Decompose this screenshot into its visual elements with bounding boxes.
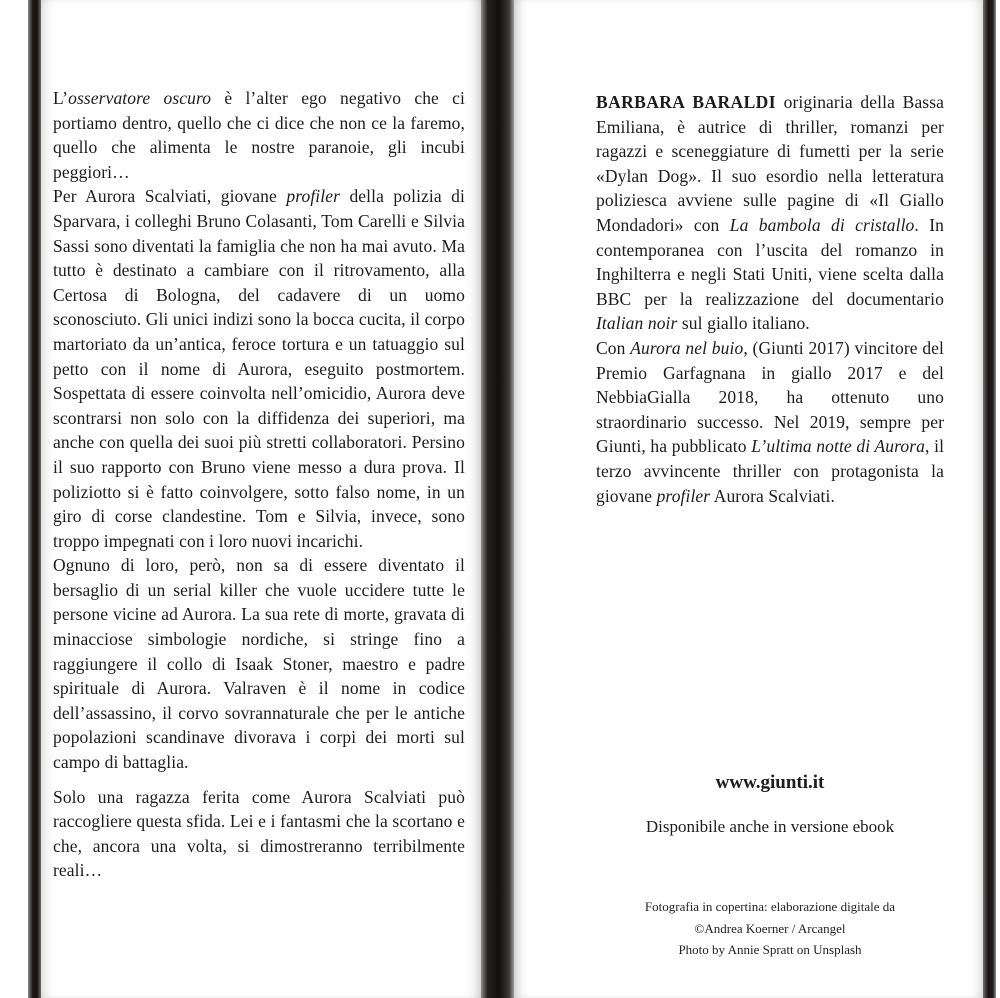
text-segment: BARBARA BARALDI (596, 92, 776, 112)
text-segment: Italian noir (596, 313, 678, 334)
publisher-website: www.giunti.it (715, 772, 825, 793)
author-bio-text (596, 90, 944, 508)
right-flap (514, 0, 983, 998)
text-segment: osservatore oscuro (68, 88, 212, 108)
paragraph (53, 785, 465, 883)
paragraph (53, 553, 465, 774)
right-fold-band (983, 0, 996, 998)
center-spine-band (481, 0, 514, 998)
credit-line: Photo by Annie Spratt on Unsplash (678, 942, 862, 957)
text-segment: , il terzo avvincente thriller con protagonista la giovane (596, 436, 945, 506)
left-flap-text (53, 86, 465, 883)
text-segment: originaria della Bassa Emiliana, è autrice di thriller, romanzi per ragazzi e sceneggiature di fumetti per la serie «Dylan Dog». Il suo esordio nella letteratura poliziesca avviene sulle pagine di «Il Giallo Mondadori» con (596, 92, 944, 235)
text-segment: L’ (53, 88, 69, 108)
text-segment: . In contemporanea con l’uscita del romanzo in Inghilterra e negli Stati Uniti, viene scelta dalla BBC per la realizzazione del documentario (596, 214, 945, 309)
paragraph (53, 184, 465, 553)
text-segment: sul giallo italiano. (677, 313, 810, 334)
text-segment: profiler (286, 186, 340, 207)
text-segment: della polizia di Sparvara, i colleghi Bruno Colasanti, Tom Carelli e Silvia Sassi sono diventati la famiglia che non ha mai avuto. Ma tutto è destinato a cambiare con il ritrovamento, alla Certosa di Bologna, del cadavere di un uomo sconosciuto. Gli unici indizi sono la bocca cucita, il corpo martoriato da un’antica, feroce tortura e un tatuaggio sul petto con il nome di Aurora, eseguito postmortem. Sospettata di essere coinvolta nell’omicidio, Aurora deve scontrarsi non solo con la diffidenza dei superiori, ma anche con quella dei suoi più stretti collaboratori. Persino il suo rapporto con Bruno viene messo a dura prova. Il poliziotto si è fatto coinvolgere, sotto falso nome, in un giro di corse clandestine. Tom e Silvia, invece, sono troppo impegnati con i loro nuovi incarichi. (53, 186, 465, 551)
credit-line: Fotografia in copertina: elaborazione digitale da (644, 899, 896, 914)
credit-line: ©Andrea Koerner / Arcangel (694, 920, 846, 936)
text-segment: La bambola di cristallo (729, 214, 915, 235)
paragraph (53, 86, 465, 184)
text-segment: Aurora Scalviati. (710, 485, 835, 506)
text-segment: è l’alter ego negativo che ci portiamo dentro, quello che ci dice che non ce la faremo, quello che alimenta le nostre paranoie, gli incubi peggiori… (53, 88, 465, 182)
text-segment: L’ultima notte di Aurora (751, 436, 926, 457)
text-segment: Aurora nel buio (630, 337, 744, 358)
text-segment: , (Giunti 2017) vincitore del Premio Garfagnana in giallo 2017 e del NebbiaGialla 2018, ha ottenuto uno straordinario successo. Nel 2019, sempre per Giunti, ha pubblicato (596, 337, 945, 457)
left-flap (41, 0, 481, 998)
ebook-availability-note: Disponibile anche in versione ebook (645, 817, 895, 836)
text-segment: Per Aurora Scalviati, giovane (53, 186, 287, 207)
text-segment: Ognuno di loro, però, non sa di essere diventato il bersaglio di un serial killer che vuole uccidere tutte le persone vicine ad Aurora. La sua rete di morte, gravata di minacciose simbologie nordiche, si stringe fino a raggiungere il collo di Isaak Stoner, maestro e padre spirituale di Aurora. Valraven è il nome in codice dell’assassino, il corvo sovrannaturale che per le antiche popolazioni scandinave divorava i corpi dei morti sul campo di battaglia. (53, 555, 465, 773)
left-fold-band (28, 0, 41, 998)
paragraph (596, 336, 944, 508)
text-segment: Con (596, 337, 631, 358)
text-segment: profiler (656, 485, 711, 506)
photo-credits (576, 896, 964, 961)
text-segment: Solo una ragazza ferita come Aurora Scalviati può raccogliere questa sfida. Lei e i fantasmi che la scortano e che, ancora una volta, si dimostreranno terribilmente reali… (53, 786, 465, 881)
paragraph (596, 90, 944, 336)
